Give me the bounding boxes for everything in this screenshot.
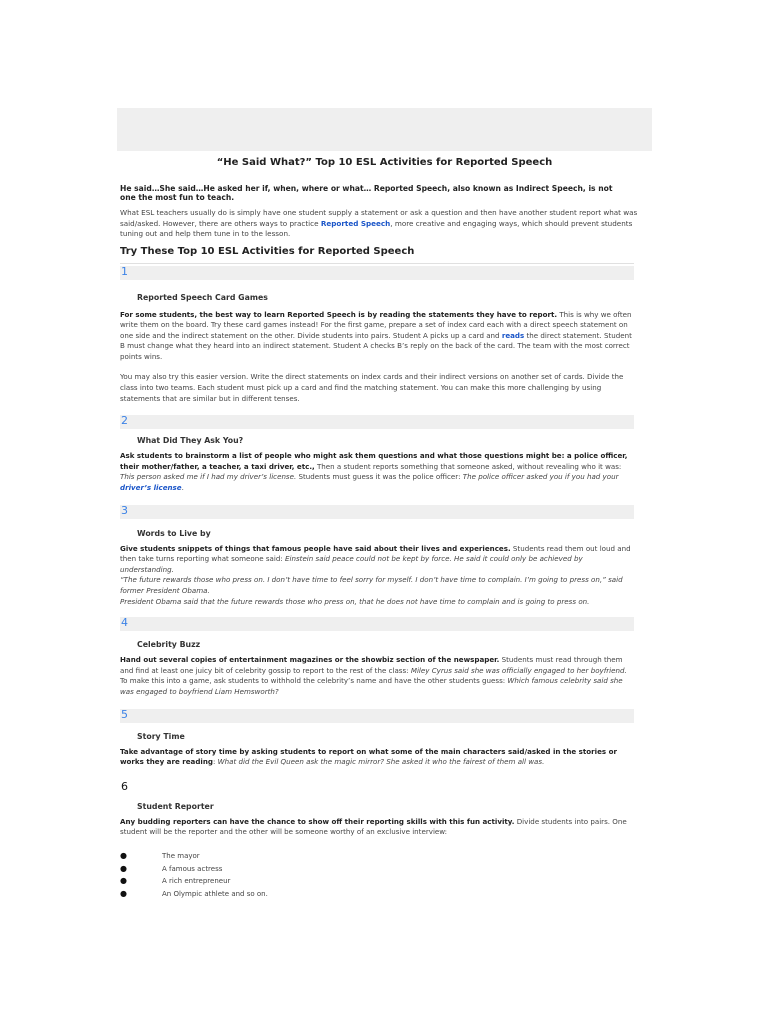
bullet-dot-icon: ● <box>120 889 127 899</box>
activity-example: The police officer asked you if you had your <box>462 472 619 482</box>
activity-number: 4 <box>121 616 128 630</box>
bullet-dot-icon: ● <box>120 863 127 873</box>
activity-text: This is why we often write them on the board. Try these card games instead! For the first game, prepare a set of index card each with a direct speech statement on one side and the indirect statement on the other. Divide students into pairs. Student A picks up a card and <box>120 309 632 340</box>
activity-number-bar <box>120 415 634 429</box>
list-item <box>120 850 652 863</box>
activity-title: Words to Live by <box>137 528 211 538</box>
activity-example: Miley Cyrus said she was officially engaged to her boyfriend. <box>410 665 627 675</box>
activity-number: 1 <box>121 264 128 278</box>
activity-text: Divide students into pairs. One student will be the reporter and the other will be someone worthy of an exclusive interview: <box>120 816 627 837</box>
activity-text: Students must guess it was the police officer: <box>296 472 463 482</box>
reads-link[interactable]: reads <box>501 330 525 340</box>
list-item <box>120 888 652 901</box>
activity-body <box>120 817 636 838</box>
activity-number: 2 <box>121 414 128 428</box>
bullet-list <box>120 850 652 901</box>
list-item-label: A famous actress <box>162 864 223 873</box>
activity-lead: Any budding reporters can have the chance to show off their reporting skills with this fun activity. <box>120 816 515 826</box>
activity-number: 3 <box>121 503 128 517</box>
activity-lead: For some students, the best way to learn Reported Speech is by reading the statements they have to report. <box>120 309 558 319</box>
activity-reported: President Obama said that the future rewards those who press on, that he does not have time to complain and is going to press on. <box>120 596 590 606</box>
section-heading: Try These Top 10 ESL Activities for Reported Speech <box>120 245 415 257</box>
activity-body <box>120 544 636 608</box>
intro-text-1: What ESL teachers usually do is simply have one student supply a statement or ask a question and then have another student report what was said/asked. However, there are others ways to practice <box>120 208 638 228</box>
activity-example: What did the Evil Queen ask the magic mirror? She asked it who the fairest of them all was. <box>217 757 545 767</box>
activity-number-bar <box>120 709 634 723</box>
list-item-label: A rich entrepreneur <box>162 877 231 886</box>
activity-number-bar <box>120 781 634 795</box>
activity-body <box>120 655 636 697</box>
activity-body <box>120 747 636 768</box>
activity-number: 6 <box>121 779 128 793</box>
intro-paragraph <box>120 208 650 240</box>
document-page <box>117 108 652 901</box>
activity-number-bar <box>120 266 634 280</box>
activity-title: What Did They Ask You? <box>137 436 244 446</box>
activity-body <box>120 310 636 363</box>
intro-text-2: , more creative and engaging ways, which should prevent students tuning out and help them tune in to the lesson. <box>120 218 633 238</box>
activity-example: Einstein said peace could not be kept by force. He said it could only be achieved by understanding. <box>120 554 583 574</box>
activity-number-bar <box>120 617 634 631</box>
divider <box>120 263 634 264</box>
activity-text: . <box>181 483 184 493</box>
activity-paragraph: You may also try this easier version. Write the direct statements on index cards and their indirect versions on another set of cards. Divide the class into two teams. Each student must pick up a card and find the matching statement. You can make this more challenging by using statements that are similar but in different tenses. <box>120 372 624 403</box>
activity-title: Reported Speech Card Games <box>137 292 268 302</box>
activity-text: the direct statement. Student B must change what they heard into an indirect statement. Student A checks B’s reply on the back of the card. The team with the most correct points wins. <box>120 330 632 361</box>
activity-lead: Ask students to brainstorm a list of people who might ask them questions and what those questions might be: a police officer, their mother/father, a teacher, a taxi driver, etc., <box>120 451 628 471</box>
drivers-license-link[interactable]: driver’s license <box>120 483 182 493</box>
activity-text: : <box>212 757 218 767</box>
bullet-dot-icon: ● <box>120 850 127 860</box>
header-banner <box>117 108 652 151</box>
list-item <box>120 875 652 888</box>
list-item-label: An Olympic athlete and so on. <box>162 890 268 899</box>
activity-body <box>120 451 636 493</box>
activity-number: 5 <box>121 707 128 721</box>
activity-text: Then a student reports something that someone asked, without revealing who it was: <box>314 461 622 471</box>
activity-text: To make this into a game, ask students to withhold the celebrity’s name and have the other students guess: <box>120 676 508 686</box>
activity-title: Story Time <box>137 731 185 741</box>
list-item-label: The mayor <box>162 851 200 860</box>
list-item <box>120 863 652 876</box>
activity-example: Which famous celebrity said she was engaged to boyfriend Liam Hemsworth? <box>120 676 623 696</box>
activity-title: Student Reporter <box>137 801 214 811</box>
bullet-dot-icon: ● <box>120 876 127 886</box>
page-title: “He Said What?” Top 10 ESL Activities for Reported Speech <box>216 157 553 168</box>
reported-speech-link[interactable]: Reported Speech <box>320 218 391 228</box>
activity-lead: Take advantage of story time by asking students to report on what some of the main characters said/asked in the stories or works they are reading <box>120 746 617 767</box>
activity-number-bar <box>120 505 634 519</box>
activity-title: Celebrity Buzz <box>137 640 201 650</box>
activity-text: Students read them out loud and then take turns reporting what someone said: <box>120 543 631 564</box>
activity-lead: Hand out several copies of entertainment magazines or the showbiz section of the newspaper. <box>120 655 500 665</box>
activity-text: Students must read through them and find at least one juicy bit of celebrity gossip to report to the rest of the class: <box>120 655 623 675</box>
activity-quote: “The future rewards those who press on. I don’t have time to feel sorry for myself. I don’t have time to complain. I’m going to press on,” said former President Obama. <box>120 575 623 595</box>
activity-example: This person asked me if I had my driver’s license. <box>120 472 297 482</box>
activity-lead: Give students snippets of things that famous people have said about their lives and experiences. <box>120 543 511 553</box>
intro-lead: He said…She said…He asked her if, when, where or what… Reported Speech, also known as Indirect Speech, is not one the most fun to teach. <box>120 184 613 202</box>
